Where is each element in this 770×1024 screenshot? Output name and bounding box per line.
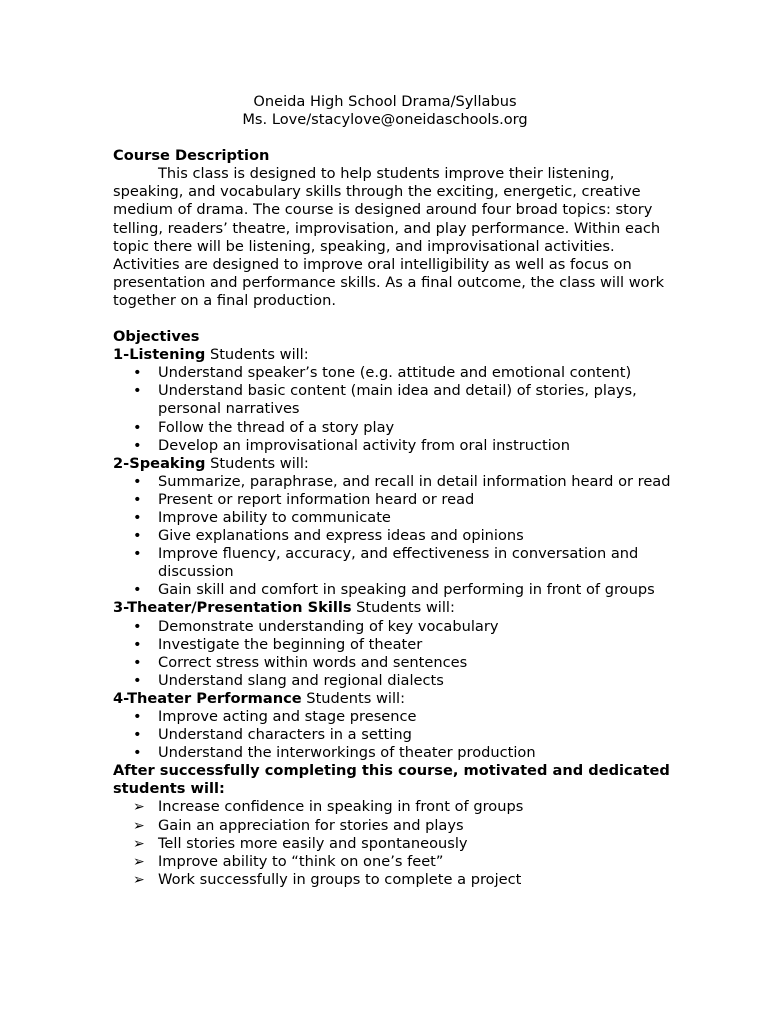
objective-section-title: 2-Speaking (113, 454, 206, 472)
objective-section-suffix: Students will: (301, 689, 406, 707)
list-item-text: Work successfully in groups to complete a project (158, 870, 522, 888)
objective-list (113, 708, 673, 762)
objective-section-suffix: Students will: (205, 346, 309, 364)
list-item (113, 798, 673, 816)
outcomes-list (113, 798, 673, 888)
bullet-icon: • (133, 527, 142, 545)
list-item (113, 545, 673, 581)
bullet-icon: • (133, 671, 142, 689)
list-item (113, 871, 673, 889)
objective-section-heading (113, 599, 673, 617)
bullet-icon: • (133, 708, 142, 725)
list-item (113, 636, 673, 654)
list-item-text: Investigate the beginning of theater (158, 635, 423, 653)
list-item-text: Improve ability to communicate (158, 508, 391, 526)
list-item (113, 672, 673, 690)
list-item (113, 853, 673, 871)
course-description-text: This class is designed to help students improve their listening, speaking, and vocabulary skills through the exciting, energetic, creative medium of drama. The course is designed around four broad topics: story telling, readers’ theatre, improvisation, and play performance. Within each topic there will be listening, speaking, and improvisational activities. Activities are designed to improve oral intelligibility as well as focus on presentation and performance skills. As a final outcome, the class will work together on a final production. (113, 165, 665, 309)
list-item-text: Give explanations and express ideas and opinions (158, 527, 524, 545)
document-title: Oneida High School Drama/Syllabus (253, 93, 517, 110)
bullet-icon: • (133, 744, 142, 762)
objective-list (113, 473, 673, 600)
bullet-icon: • (133, 364, 142, 382)
list-item (113, 491, 673, 509)
list-item (113, 618, 673, 636)
document-content (113, 93, 673, 889)
list-item-text: Improve acting and stage presence (158, 708, 417, 725)
objective-list (113, 618, 673, 690)
list-item-text: Understand characters in a setting (158, 726, 412, 744)
arrow-bullet-icon: ➢ (133, 871, 145, 888)
objective-list (113, 364, 673, 454)
list-item (113, 835, 673, 853)
objectives-sections (113, 346, 673, 762)
bullet-icon: • (133, 472, 142, 490)
list-item (113, 509, 673, 527)
bullet-icon: • (133, 617, 142, 635)
objective-section-title: 4-Theater Performance (113, 689, 302, 707)
list-item-text: Present or report information heard or read (158, 490, 475, 508)
list-item (113, 437, 673, 455)
bullet-icon: • (133, 545, 142, 563)
bullet-icon: • (133, 382, 142, 400)
list-item-text: Demonstrate understanding of key vocabulary (158, 617, 499, 635)
objectives-heading: Objectives (113, 328, 200, 346)
bullet-icon: • (133, 490, 142, 508)
list-item-text: Tell stories more easily and spontaneously (158, 834, 468, 852)
list-item-text: Increase confidence in speaking in front of groups (158, 798, 524, 816)
bullet-icon: • (133, 508, 142, 526)
bullet-icon: • (133, 635, 142, 653)
list-item-text: Follow the thread of a story play (158, 418, 395, 436)
bullet-icon: • (133, 726, 142, 744)
teacher-contact: Ms. Love/stacylove@oneidaschools.org (242, 111, 528, 129)
list-item (113, 419, 673, 437)
list-item-text: Understand speaker’s tone (e.g. attitude and emotional content) (158, 364, 632, 382)
objective-section-title: 3-Theater/Presentation Skills (113, 599, 352, 617)
list-item-text: Correct stress within words and sentences (158, 653, 468, 671)
list-item (113, 473, 673, 491)
arrow-bullet-icon: ➢ (133, 817, 145, 834)
outcomes-heading: After successfully completing this course, motivated and dedicated students will: (113, 762, 670, 798)
list-item-text: Develop an improvisational activity from oral instruction (158, 436, 570, 454)
bullet-icon: • (133, 418, 142, 436)
list-item-text: Understand basic content (main idea and detail) of stories, plays, personal narratives (158, 382, 637, 418)
list-item (113, 654, 673, 672)
list-item (113, 817, 673, 835)
objective-section-heading (113, 455, 673, 473)
objective-section-heading (113, 690, 673, 708)
list-item-text: Improve fluency, accuracy, and effectiveness in conversation and discussion (158, 545, 639, 581)
bullet-icon: • (133, 436, 142, 454)
list-item-text: Summarize, paraphrase, and recall in detail information heard or read (158, 472, 671, 490)
objective-section-suffix: Students will: (351, 599, 455, 617)
arrow-bullet-icon: ➢ (133, 835, 145, 852)
list-item (113, 364, 673, 382)
list-item-text: Understand slang and regional dialects (158, 671, 444, 689)
arrow-bullet-icon: ➢ (133, 853, 145, 870)
bullet-icon: • (133, 581, 142, 599)
course-description-heading: Course Description (113, 147, 270, 165)
list-item-text: Understand the interworkings of theater production (158, 744, 536, 762)
list-item-text: Gain skill and comfort in speaking and performing in front of groups (158, 581, 655, 599)
objective-section-heading (113, 346, 673, 364)
document-header (113, 93, 657, 129)
list-item (113, 726, 673, 744)
list-item-text: Improve ability to “think on one’s feet” (158, 852, 444, 870)
arrow-bullet-icon: ➢ (133, 799, 145, 816)
objective-section-suffix: Students will: (205, 454, 309, 472)
objective-section-title: 1-Listening (113, 346, 206, 364)
list-item (113, 527, 673, 545)
bullet-icon: • (133, 653, 142, 671)
list-item (113, 581, 673, 599)
list-item-text: Gain an appreciation for stories and plays (158, 816, 464, 834)
list-item (113, 708, 673, 726)
list-item (113, 744, 673, 762)
list-item (113, 382, 673, 418)
